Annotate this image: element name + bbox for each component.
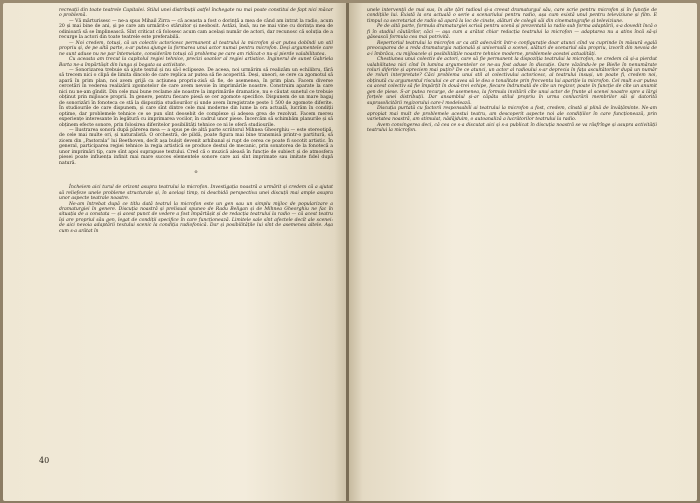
paragraph: Chestiunea unui colectiv de actori, care să fie permanent la dispoziția teatrului la microfon, ne credem că și-a pierdut valabilitatea nici cînd în lumina argumentelor ce ne-au fost aduse în discuție. Oare văzându-le pe Bielle în nenumărate roluri diferite și apreciem mai puțin? De ce atunci, un actor al radioului s-ar deprecia în fața ascultătorilor după un număr de roluri interpretate? Căci problema unui stil al colectivului actoricesc, al teatrului insuși, un poate fi, credem noi, obținută cu argumentul riscului ce ar avea să le dea o tonalitate prin frecventa lui apariție la microfon. Cel mult s-ar putea ca acest colectiv să fie împărțit în două-trei echipe, fiecare îndrumată de cîte un regizor, poate în funcție de cîte un anumit gen de piese. S-ar putea recurge, de asemenea, la formula invitării cîte unui actor de frunte al scenei noastre spre a lărgi forțele unei distribuții. Dar ansamblul și-ar căpăta stilul propriu în urma conlucrării membrilor săi și datorită suprasolicitării regizorului care-l modelează. <box>367 57 657 106</box>
paragraph: unele intervenții de mai sus, în alte țări radioul și-a creeat dramaturgul său, care scrie pentru microfon și în funcție de condițiile lui. Există la ora actuală o serie a scenariului pentru radio, așa cum există unul pentru televiziune și film. E timpul ca secretariat de radio să apară la loc de cinste, alături de colegii săi din cinematografie și televiziune. <box>367 8 657 24</box>
page-number: 40 <box>39 456 50 465</box>
right-page <box>349 3 697 501</box>
paragraph: — Ilustrarea sonoră după părerea mea — a spus pe de altă parte scriitorul Mihnea Gheorghiu — este stereotipă, de cele mai multe ori, și naturalistă. O orchestră, de pildă, poate figura mai bine transmisă printr-o partitură, să zicem din „Pastorala” lui Beethoven, decît așa bulșit devenit arhibanal și rupt de cerea ce poate fi socotit artistic. În general, participarea regiei tehnice la regia artistică se produce destul de mecanic, prin sonatorea de la fonotecă a unor imprimări tip, care sînt apoi suprapuse textului. Cred că o muzică aleasă în funcție de subiect și de atmosfera piesei poate influența infinit mai mare succes elementele sonore care azi sînt imprimate sau imitate fidel după natură. <box>59 127 333 166</box>
paragraph: Încheiem aici turul de orizont asupra teatrului la microfon. Investigația noastră a urmărit și credem că a ajutat să reliefeze unele probleme structurale și, în același timp, ni deschidă perspectiva unei discuții mai ample asupra unor aspecte teatrale noastre. <box>59 185 333 202</box>
paragraph: Cu aceasta am trecut la capitolul regiei tehnice, precizi soanlor al regiei artistice. Inginerul de sunet Gabriela Barta ne-a împărtășit din lunga și bogata sa activitate. <box>59 57 333 68</box>
left-page <box>3 3 348 501</box>
paragraph: — Vă mărturisesc — ne-a spus Mihail Zirra — că aceasta a fost o dorință a mea de când am intrat la radio, acum 20 și mai bine de ani, și pe care am urmărit-o stăruitor și neobosit. Astăzi, însă, nu ne mai vine cu dorința mea de odinioară să se împlinească. Sînt criticat că folosesc acum cam același număr de actori, dar recunosc că soluția de a recurge la actori din toate teatrele este preferabilă. <box>59 18 333 41</box>
right-page-text-column <box>367 8 657 133</box>
section-separator: o <box>194 169 198 176</box>
paragraph: Pe de altă parte, formula dramaturgiei scrisă pentru scenă și prezentată la radio sub forma adaptării, s-a dovedit încă o fi în stadiul căutărilor, căci — așa cum a arătat chiar redacția teatrului la microfon — adaptarea nu a atins încă să-și găsească formula cea mai potrivită. <box>367 24 657 41</box>
left-page-text-column <box>59 8 333 234</box>
paragraph: recreații din toate teatrele Capitalei. Stilul unei distribuții astfel închegate nu mai poate constitui de fapt nici măcar o problemă. <box>59 8 333 19</box>
paragraph: — Sonorizarea trebuie să ajute textul și nu să-l eclipseze. De aceea, noi urmărim să realizăm un echilibru, fără să trecem nici o clipă de limita dincolo de care replica ar putea să fie acoperită. Deși, uneori, se cere ca zgomotul să apară în prim plan, noi avem grijă ca acțiunea propriu-zisă să fie, de asemenea, în prim plan. Facem diverse cercetări în vederea realizării zgomotelor de care avem nevoie în imprimările noastre. Construim aparate la care nici nu ne-am gîndit. Din cele mai bune reclame ale noastre la imprimările dramatice, nu e căutat sunetul ce trebuie obținut prin mijloace proprii. În genere, pentru fiecare piesă se cer zgomote specifice. Dispunem de un mare bagaj de sonorizări în fonoteca ce stă la dispoziția studiourilor și unde avem înregistrate peste 1 500 de zgomote diferite. În studiourile de care dispunem, și care sînt dintre cele mai moderne din lume la ora actuală, lucrăm în condiții optime, dar problemele tehnice ce se pun sînt deosebit de complexe și adesea grea de rezolvat. Facem mereu experiențe interesante în legătură cu imprimarea vocilor, în cadrul unor piese. Încercăm să schimbăm planurile și să obținem efecte sonore, prin folosirea diferitelor posibilități tehnice ce ni le oferă studiourile. <box>59 67 333 128</box>
paragraph: Repertoriul teatrului la microfon ar ca atît adecvărit într-o configurație doar atunci cînd va cuprinde în măsură egală preocuparea de a reda dramaturgia națională și universală a scenei, alături de scenariul său propriu, izvorît din nevoia de a-i îmbrăca, cu mijloacele și posibilitățile noastre tehnice moderne, problemele acestei actualități. <box>367 40 657 57</box>
paragraph: Avem convingerea deci, că cea ce s-a discutat aici și s-a publicat în discuția noastră se va răsfrînge și asupra activității teatrului la microfon. <box>367 122 657 133</box>
paragraph: — Noi credem, totuși, că un colectiv actoricesc permanent al teatrului la microfon și-ar putea dobîndi un stil propriu și, de pe altă parte, s-ar putea ajunge la formarea unui actor numai pentru microfon. Deși argumentele care ne sunt aduse nu ne par întemeiate, considerăm totuși că problema pe care am ridicat-o nu-și pierde valabilitatea. <box>59 40 333 57</box>
paragraph: Ne-am întrebat după ce titlu dată teatrul la microfon este un gen sau un simplu mijloc de popularizare a dramaturgiei în genere. Discuția noastră și prelisual spuneo de Radu Beligan și de Mihnea Gheorghiu ne fac în situația de a constata — și acest punct de vedere a fost împărtășit și de redacția teatrului la radio — că acest teatru își are propriul său gen, legat de condiții specifice în care funcționează. Limitele sale sînt afectele decît ale scenei: de aici nevoia adaptării textului scenic la condiția radiofonică. Dar și posibilitățile lui sînt de asemenea altele. Așa cum s-a arătat în <box>59 201 333 234</box>
paragraph: Discuția purtată cu factorii responsabili ai teatrului la microfon a fost, credem, cînstă și plină de învățăminte. Ne-am apropiat mai mult de problemele acestui teatru, am descoperit aspecte noi ale condițiilor în care funcționează, prin varietatea noastră, am stimulat, nădăjduim, o autoanaliză a lucrătorilor teatrului la radio. <box>367 106 657 123</box>
